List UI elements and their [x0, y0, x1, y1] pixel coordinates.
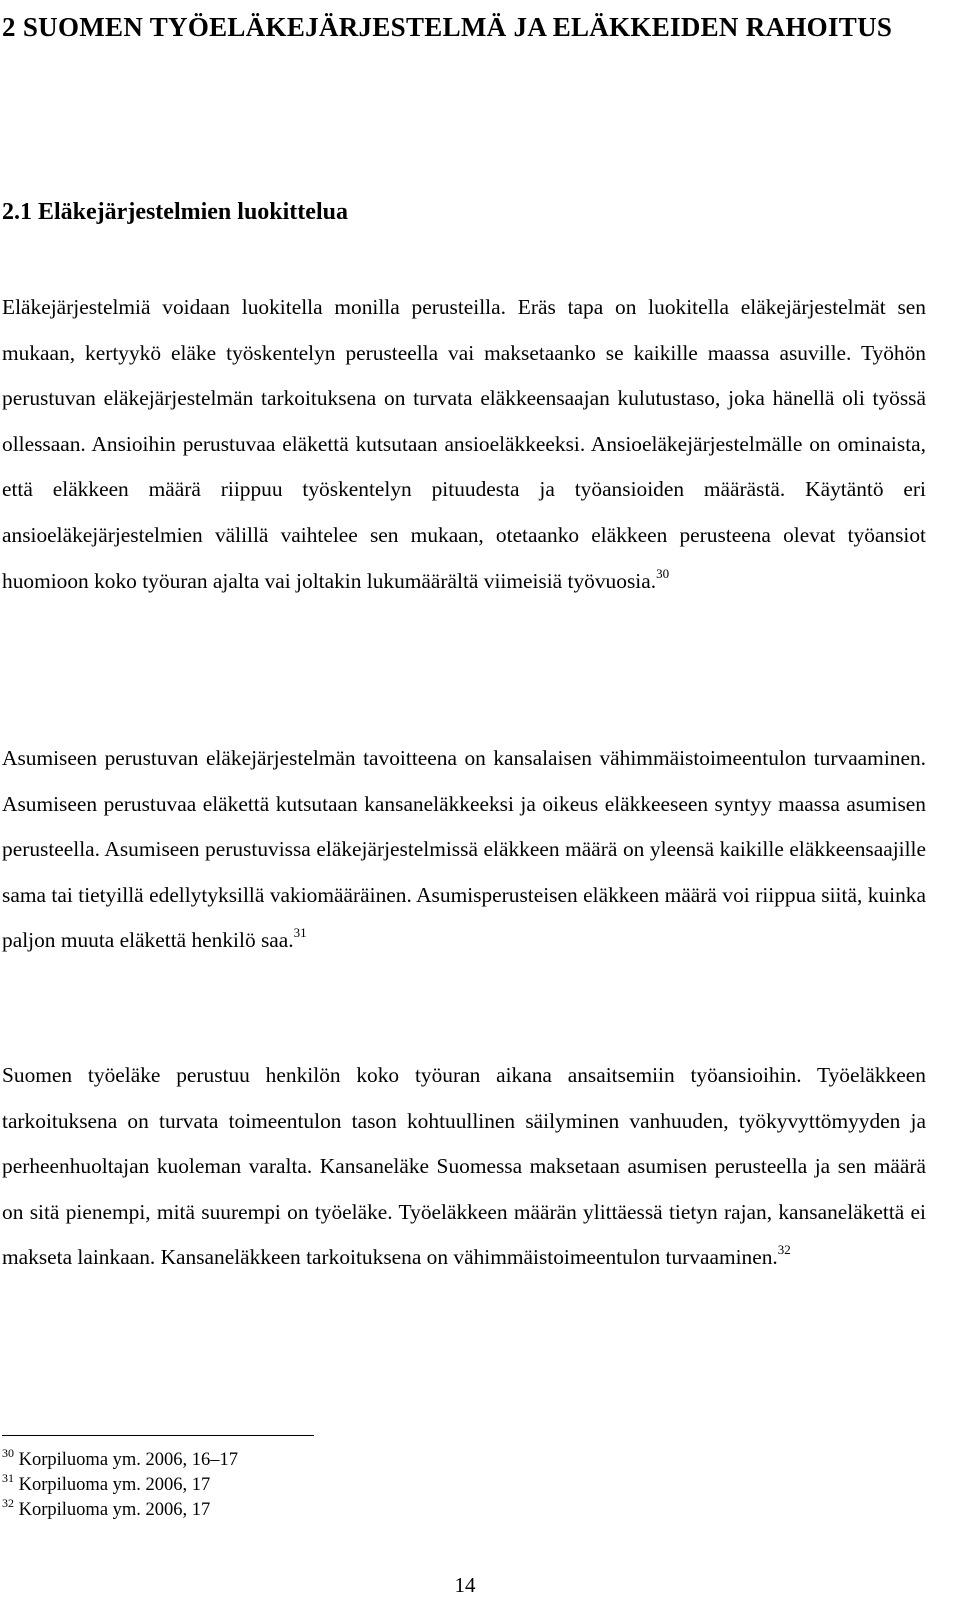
paragraph-text: Eläkejärjestelmiä voidaan luokitella monilla perusteilla. Eräs tapa on luokitella eläkejärjestelmät sen mukaan, kertyykö eläke työskentelyn perusteella vai maksetaanko se kaikille maassa asuville. Työhön perustuvan eläkejärjestelmän tarkoituksena on turvata eläkkeensaajan kulutustaso, joka hänellä oli työssä ollessaan. Ansioihin perustuvaa eläkettä kutsutaan ansioeläkkeeksi. Ansioeläkejärjestelmälle on ominaista, että eläkkeen määrä riippuu työskentelyn pituudesta ja työansioiden määrästä. Käytäntö eri ansioeläkejärjestelmien välillä vaihtelee sen mukaan, otetaanko eläkkeen perusteena olevat työansiot huomioon koko työuran ajalta vai joltakin lukumäärältä viimeisiä työvuosia.	[2, 295, 926, 593]
page-number: 14	[454, 1573, 476, 1597]
footnote	[2, 1498, 238, 1523]
footnote-number: 30	[2, 1446, 14, 1460]
footnote-text: Korpiluoma ym. 2006, 17	[18, 1475, 211, 1495]
chapter-title: 2 SUOMEN TYÖELÄKEJÄRJESTELMÄ JA ELÄKKEIDEN RAHOITUS	[2, 12, 893, 42]
paragraph-text: Suomen työeläke perustuu henkilön koko työuran aikana ansaitsemiin työansioihin. Työeläkkeen tarkoituksena on turvata toimeentulon tason kohtuullinen säilyminen vanhuuden, työkyvyttömyyden ja perheenhuoltajan kuoleman varalta. Kansaneläke Suomessa maksetaan asumisen perusteella ja sen määrä on sitä pienempi, mitä suurempi on työeläke. Työeläkkeen määrän ylittäessä tietyn rajan, kansaneläkettä ei makseta lainkaan. Kansaneläkkeen tarkoituksena on vähimmäistoimeentulon turvaaminen.	[2, 1063, 926, 1270]
footnote-reference: 32	[777, 1242, 791, 1258]
footnote-text: Korpiluoma ym. 2006, 16–17	[18, 1450, 239, 1470]
paragraph-text: Asumiseen perustuvan eläkejärjestelmän tavoitteena on kansalaisen vähimmäistoimeentulon turvaaminen. Asumiseen perustuvaa eläkettä kutsutaan kansaneläkkeeksi ja oikeus eläkkeeseen syntyy maassa asumisen perusteella. Asumiseen perustuvissa eläkejärjestelmissä eläkkeen määrä on yleensä kaikille eläkkeensaajille sama tai tietyillä edellytyksillä vakiomääräinen. Asumisperusteisen eläkkeen määrä voi riippua siitä, kuinka paljon muuta eläkettä henkilö saa.	[2, 746, 926, 953]
footnote-text: Korpiluoma ym. 2006, 17	[18, 1500, 211, 1520]
footnote-separator	[2, 1435, 314, 1436]
footnote-list	[2, 1448, 238, 1523]
body-paragraph	[2, 285, 926, 604]
footnote-number: 32	[2, 1496, 14, 1510]
footnote-number: 31	[2, 1471, 14, 1485]
body-paragraph	[2, 1053, 926, 1281]
body-paragraph	[2, 736, 926, 964]
footnote-reference: 30	[656, 565, 670, 581]
footnote	[2, 1473, 238, 1498]
footnote	[2, 1448, 238, 1473]
section-title: 2.1 Eläkejärjestelmien luokittelua	[2, 199, 348, 225]
footnote-reference: 31	[293, 925, 307, 941]
